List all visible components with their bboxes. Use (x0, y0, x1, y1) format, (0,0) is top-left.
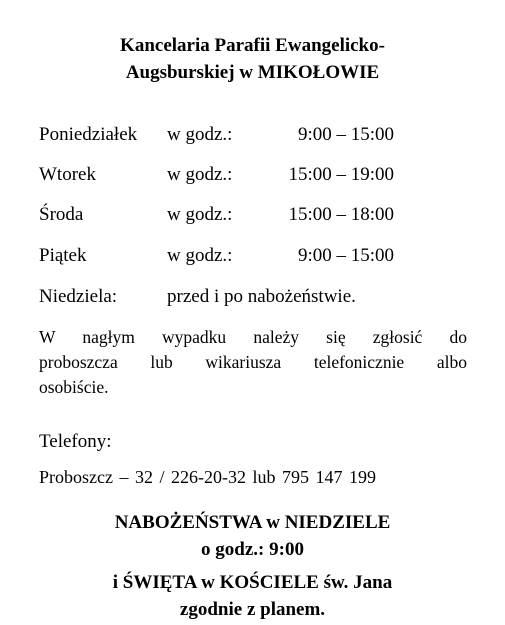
day-label: Środa (39, 204, 84, 225)
hours-row-wednesday (39, 203, 479, 227)
day-label: Poniedziałek (39, 124, 138, 145)
hours-prefix: w godz.: (167, 164, 233, 185)
hours-row-tuesday (39, 163, 479, 187)
services-line-2: o godz.: 9:00 (201, 539, 304, 560)
day-label: Niedziela: (39, 286, 118, 307)
title-line-2: Augsburskiej w MIKOŁOWIE (125, 62, 380, 83)
hours-prefix: w godz.: (167, 245, 233, 266)
hours-row-friday (39, 244, 479, 268)
emergency-note (39, 325, 467, 400)
hours-time: 15:00 – 19:00 (288, 164, 394, 185)
hours-row-monday (39, 123, 479, 147)
phones-line: Proboszcz – 32 / 226-20-32 lub 795 147 199 (39, 467, 376, 487)
services-line-4: zgodnie z planem. (179, 599, 326, 620)
day-label: Piątek (39, 245, 87, 266)
hours-prefix: w godz.: (167, 124, 233, 145)
hours-time: 15:00 – 18:00 (288, 204, 394, 225)
day-label: Wtorek (39, 164, 96, 185)
hours-prefix: w godz.: (167, 204, 233, 225)
hours-time: 9:00 – 15:00 (297, 245, 394, 266)
page-title (0, 32, 505, 86)
note-line-1: W nagłym wypadku należy się zgłosić do (39, 327, 467, 347)
hours-time: 9:00 – 15:00 (297, 124, 394, 145)
services-block (0, 509, 505, 623)
title-line-1: Kancelaria Parafii Ewangelicko- (120, 35, 385, 56)
services-line-1: NABOŻEŃSTWA w NIEDZIELE (114, 512, 391, 533)
note-line-2: proboszcza lub wikariusza telefonicznie albo (39, 352, 467, 372)
phones-label: Telefony: (39, 431, 112, 452)
services-line-3: i ŚWIĘTA w KOŚCIELE św. Jana (112, 572, 393, 593)
sunday-text: przed i po nabożeństwie. (167, 286, 356, 307)
note-line-3: osobiście. (39, 377, 109, 397)
hours-row-sunday (39, 285, 479, 309)
